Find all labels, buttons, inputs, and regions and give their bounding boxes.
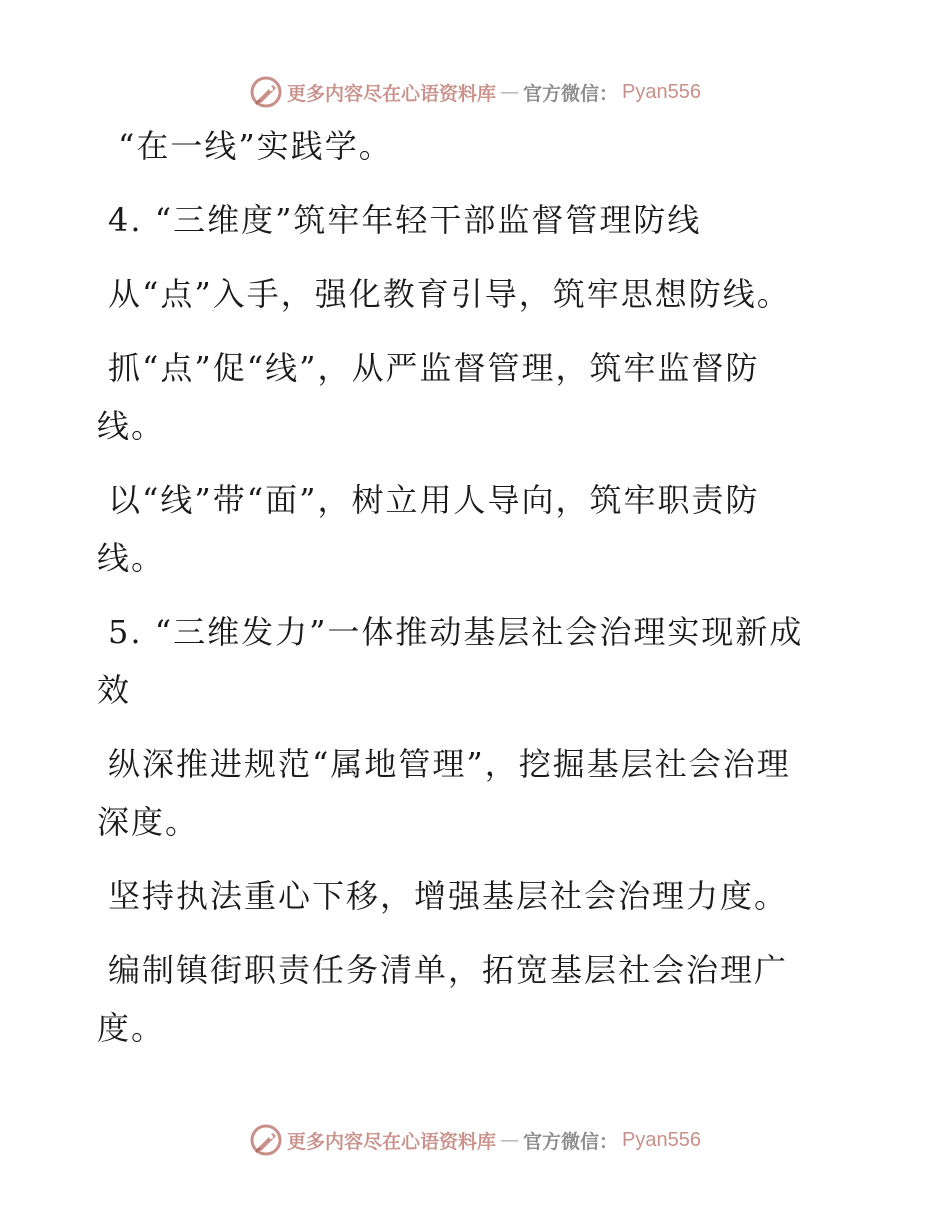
- section-heading: 4. “三维度”筑牢年轻干部监督管理防线: [108, 201, 702, 239]
- text-line: 度。: [97, 1009, 166, 1047]
- text-line: 线。: [97, 539, 166, 577]
- header-banner-content: [249, 75, 701, 109]
- banner-official-label: 官方微信：: [523, 1130, 619, 1153]
- footer-banner: [0, 1120, 950, 1160]
- banner-official-label: 官方微信：: [523, 82, 619, 105]
- text-line: 纵深推进规范“属地管理”，挖掘基层社会治理: [108, 745, 791, 783]
- pen-nib-logo-icon: [249, 1123, 283, 1157]
- banner-separator: —: [500, 1129, 520, 1151]
- text-line: 线。: [97, 407, 166, 445]
- banner-wechat-id: Pyan556: [622, 80, 701, 103]
- header-banner: [0, 72, 950, 112]
- banner-site-name: 更多内容尽在心语资料库: [287, 82, 497, 105]
- text-line: 以“线”带“面”，树立用人导向，筑牢职责防: [108, 481, 760, 519]
- pen-nib-logo-icon: [249, 75, 283, 109]
- banner-wechat-id: Pyan556: [622, 1128, 701, 1151]
- footer-banner-content: [249, 1123, 701, 1157]
- text-line: 深度。: [97, 803, 200, 841]
- text-line: 编制镇街职责任务清单，拓宽基层社会治理广: [108, 951, 789, 989]
- text-line: “在一线”实践学。: [118, 127, 393, 165]
- text-line: 从“点”入手，强化教育引导，筑牢思想防线。: [108, 275, 791, 313]
- text-line: 坚持执法重心下移，增强基层社会治理力度。: [108, 877, 789, 915]
- text-line: 抓“点”促“线”，从严监督管理，筑牢监督防: [108, 349, 760, 387]
- banner-separator: —: [500, 81, 520, 103]
- section-heading: 5. “三维发力”一体推动基层社会治理实现新成: [108, 613, 804, 651]
- banner-site-name: 更多内容尽在心语资料库: [287, 1130, 497, 1153]
- section-heading-cont: 效: [97, 671, 132, 709]
